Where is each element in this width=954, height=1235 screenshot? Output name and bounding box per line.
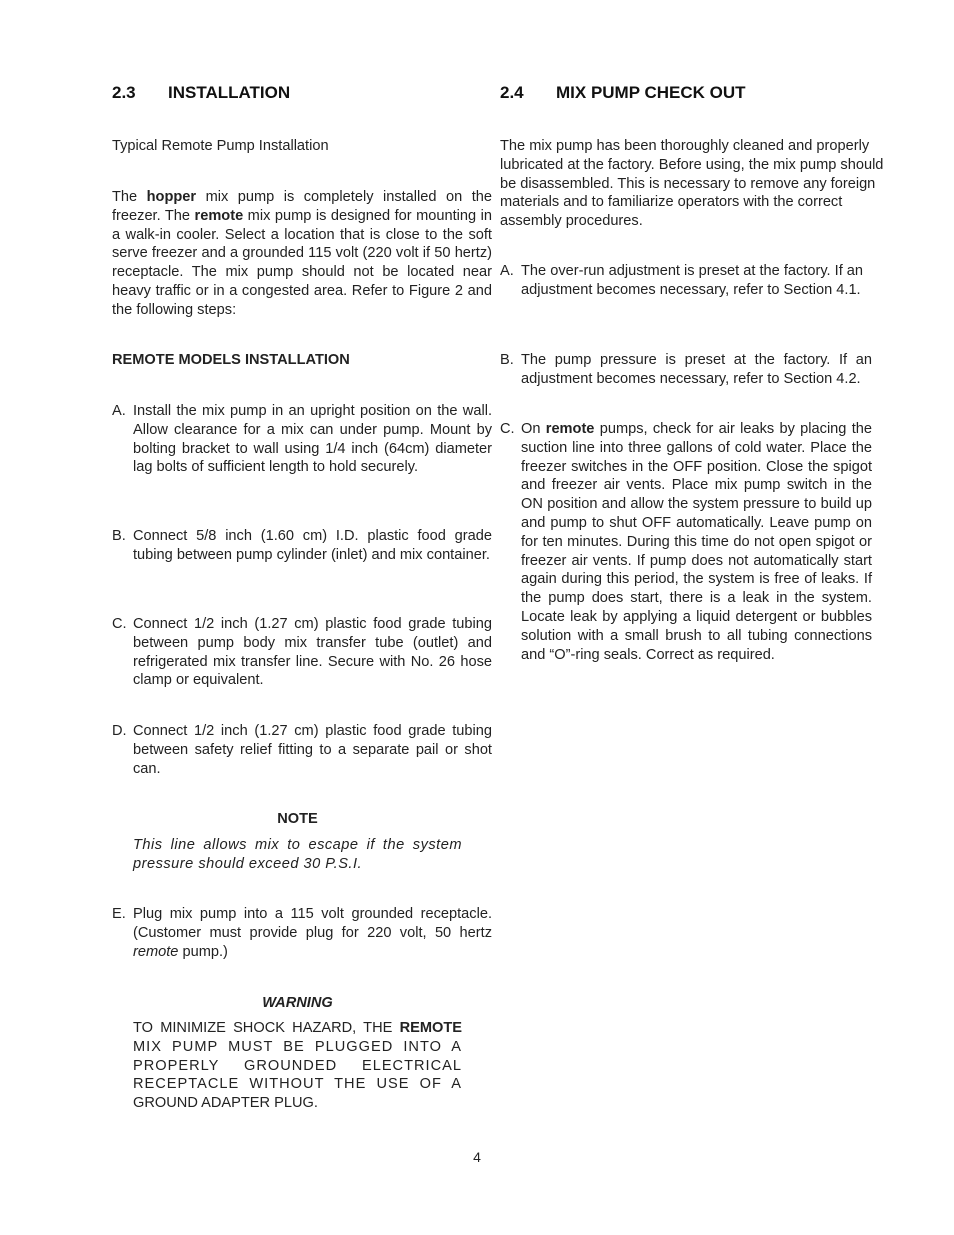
section-number: 2.4	[500, 83, 524, 102]
item-bold-remote: remote	[545, 421, 595, 437]
checkout-item-c	[500, 420, 872, 664]
item-text: The pump pressure is preset at the factory. If an adjustment becomes necessary, refer to Section 4.2.	[521, 352, 872, 387]
checkout-intro: The mix pump has been thoroughly cleaned and properly lubricated at the factory. Before using, the mix pump should be disassembled. This is necessary to remove any foreign materials and to familiarize operators with the correct assembly procedures.	[500, 138, 884, 230]
checkout-item-a	[500, 262, 872, 300]
warning-line	[133, 1019, 462, 1038]
warning-bold-remote: REMOTE	[399, 1020, 462, 1036]
warning-heading: WARNING	[262, 995, 333, 1011]
installation-intro	[112, 188, 492, 320]
intro-bold-remote: remote	[194, 207, 244, 224]
step-label: A.	[112, 403, 126, 419]
warning-line: RECEPTACLE WITHOUT THE USE OF A	[133, 1076, 462, 1093]
intro-text: mix pump is completely installed on the freezer. The	[112, 189, 492, 224]
section-heading-installation	[112, 83, 492, 103]
install-step-e	[112, 905, 492, 961]
item-text	[521, 420, 872, 664]
intro-text: The	[112, 189, 147, 205]
step-label: C.	[112, 616, 127, 632]
item-text-part: pumps, check for air leaks by placing the suction line into three gallons of cold water. Place the freezer switches in the OFF position. Close the spigot and freezer air vents. Place mix pump switch in the ON position and allow the system pressure to build up and pump to shut OFF automatically. Leave pump on for ten minutes. During this time do not open spigot or freezer air vents. If pump does not automatically start again during this period, the system is free of leaks. If the pump does start, there is a leak in the system. Locate leak by applying a liquid detergent or bubbles solution with a small brush to all tubing connections and “O”-ring seals. Correct as required.	[521, 421, 872, 663]
installation-subtitle: Typical Remote Pump Installation	[112, 138, 329, 154]
step-text-italic: remote	[133, 943, 179, 960]
step-text: Connect 1/2 inch (1.27 cm) plastic food grade tubing between safety relief fitting to a separate pail or shot can.	[133, 723, 492, 777]
step-label: D.	[112, 723, 127, 739]
item-label: B.	[500, 352, 514, 368]
intro-text: mix pump is designed for mounting in a walk-in cooler. Select a location that is close to the soft serve freezer and a grounded 115 volt (220 volt if 50 hertz) receptacle. The mix pump should not be located near heavy traffic or in a congested area. Refer to Figure 2 and the following steps:	[112, 207, 492, 318]
section-number: 2.3	[112, 83, 136, 102]
item-label: C.	[500, 421, 515, 437]
page-number: 4	[473, 1149, 481, 1165]
step-label: E.	[112, 906, 126, 922]
step-text	[133, 905, 492, 961]
install-step-b	[112, 527, 492, 565]
section-heading-mix-pump-check-out	[500, 83, 886, 103]
note-text: This line allows mix to escape if the system pressure should exceed 30 P.S.I.	[133, 837, 462, 872]
step-text: Connect 5/8 inch (1.60 cm) I.D. plastic food grade tubing between pump cylinder (inlet) and mix container.	[133, 528, 492, 563]
warning-line: GROUND ADAPTER PLUG.	[133, 1095, 318, 1112]
remote-models-heading: REMOTE MODELS INSTALLATION	[112, 352, 350, 368]
install-step-c	[112, 615, 492, 690]
section-title: MIX PUMP CHECK OUT	[556, 83, 746, 102]
section-title: INSTALLATION	[168, 83, 291, 102]
step-text: Connect 1/2 inch (1.27 cm) plastic food grade tubing between pump body mix transfer tube (outlet) and refrigerated mix transfer line. Secure with No. 26 hose clamp or equivalent.	[133, 616, 492, 689]
warning-line: MIX PUMP MUST BE PLUGGED INTO A	[133, 1038, 462, 1055]
step-label: B.	[112, 528, 126, 544]
install-step-d	[112, 722, 492, 778]
item-text: The over-run adjustment is preset at the factory. If an adjustment becomes necessary, refer to Section 4.1.	[521, 263, 864, 298]
warning-prefix: TO MINIMIZE SHOCK HAZARD, THE	[133, 1020, 400, 1036]
install-step-a	[112, 402, 492, 477]
note-heading: NOTE	[277, 811, 318, 827]
step-text: Install the mix pump in an upright position on the wall. Allow clearance for a mix can under pump. Mount by bolting bracket to wall using 1/4 inch (64cm) diameter lag bolts of sufficient length to hold securely.	[133, 403, 492, 476]
item-text-part: On	[521, 421, 546, 437]
warning-text	[133, 1019, 462, 1113]
checkout-item-b	[500, 351, 872, 389]
step-text-part: pump.)	[178, 943, 228, 960]
warning-line: PROPERLY GROUNDED ELECTRICAL	[133, 1057, 462, 1074]
intro-bold-hopper: hopper	[146, 189, 197, 205]
step-text-part: Plug mix pump into a 115 volt grounded receptacle. (Customer must provide plug for 220 volt, 50 hertz	[133, 906, 492, 941]
item-label: A.	[500, 263, 514, 279]
